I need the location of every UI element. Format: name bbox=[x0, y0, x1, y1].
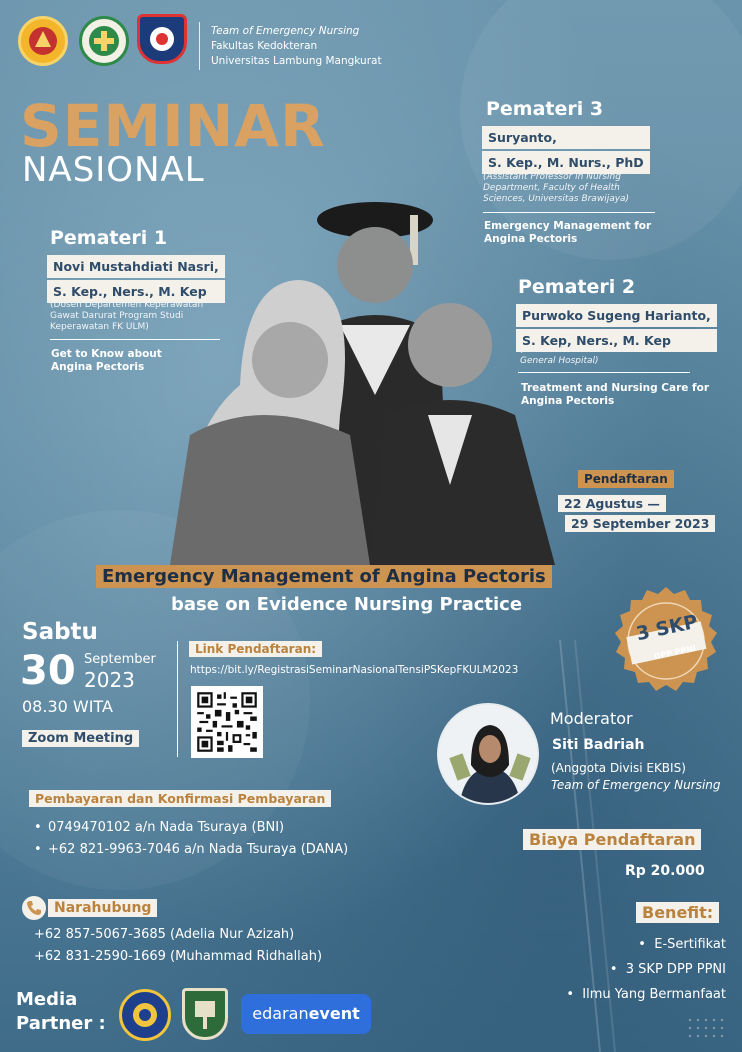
partner-shield-icon bbox=[185, 991, 225, 1037]
event-title: Emergency Management of Angina Pectoris bbox=[96, 565, 552, 588]
payment-heading-wrap bbox=[29, 790, 331, 807]
speaker2-heading: Pemateri 2 bbox=[518, 276, 636, 298]
speaker2-name-line1: Purwoko Sugeng Harianto, bbox=[516, 304, 717, 327]
skp-badge-sub: DPP PPNI bbox=[653, 643, 697, 662]
speaker1-divider bbox=[50, 339, 220, 340]
skp-badge-main: 3 SKP bbox=[634, 610, 700, 646]
payment-list bbox=[34, 817, 348, 861]
payment-item: • +62 821-9963-7046 a/n Nada Tsuraya (DANA) bbox=[34, 842, 349, 857]
benefit-heading: Benefit: bbox=[636, 902, 719, 923]
benefit-item: • E-Sertifikat bbox=[638, 937, 726, 952]
ppni-emblem-icon bbox=[82, 19, 126, 63]
registration-end: 29 September 2023 bbox=[565, 515, 715, 532]
edaran-text: edaran bbox=[252, 1004, 309, 1023]
media-partner-line1: Media bbox=[16, 989, 78, 1010]
edaran-event-logo bbox=[241, 994, 371, 1034]
speaker2-topic: Treatment and Nursing Care for Angina Pectoris bbox=[521, 382, 710, 407]
fee-amount: Rp 20.000 bbox=[625, 863, 705, 879]
partner-emblem-icon bbox=[122, 992, 168, 1038]
fee-label: Biaya Pendaftaran bbox=[523, 829, 701, 850]
speaker1-name-line1: Novi Mustahdiati Nasri, bbox=[47, 255, 225, 278]
event-text: event bbox=[308, 1004, 360, 1023]
payment-item: • 0749470102 a/n Nada Tsuraya (BNI) bbox=[34, 820, 285, 835]
registration-qr-code[interactable] bbox=[191, 686, 263, 758]
organizer-university: Universitas Lambung Mangkurat bbox=[211, 55, 382, 67]
speaker1-affiliation: (Dosen Departemen Keperawatan Gawat Darurat Program Studi Keperawatan FK ULM) bbox=[50, 300, 204, 332]
speaker2-name-line2: S. Kep, Ners., M. Kep bbox=[516, 329, 717, 352]
payment-heading: Pembayaran dan Konfirmasi Pembayaran bbox=[29, 790, 331, 807]
benefit-heading-wrap bbox=[636, 902, 719, 923]
contact-item: +62 831-2590-1669 (Muhammad Ridhallah) bbox=[34, 949, 323, 964]
event-date: 30 bbox=[20, 648, 76, 694]
moderator-name: Siti Badriah bbox=[552, 737, 645, 753]
phone-icon bbox=[22, 896, 46, 920]
moderator-photo bbox=[437, 703, 539, 805]
moderator-portrait bbox=[439, 705, 539, 805]
faculty-logo bbox=[137, 14, 187, 64]
benefit-item: • 3 SKP DPP PPNI bbox=[609, 962, 726, 977]
speaker1-name bbox=[47, 255, 225, 305]
benefit-item-text: 3 SKP DPP PPNI bbox=[625, 962, 726, 977]
speaker2-divider bbox=[518, 372, 690, 373]
organizer-info bbox=[211, 24, 382, 69]
contact-heading-wrap bbox=[48, 899, 157, 917]
registration-end-wrap bbox=[565, 515, 715, 532]
moderator-team: Team of Emergency Nursing bbox=[551, 778, 721, 792]
speaker1-heading: Pemateri 1 bbox=[50, 227, 168, 249]
speaker3-name bbox=[482, 126, 650, 176]
event-platform: Zoom Meeting bbox=[22, 730, 139, 747]
seminar-title: SEMINAR bbox=[20, 92, 326, 160]
partner-logo-2 bbox=[182, 988, 228, 1040]
benefit-item: • Ilmu Yang Bermanfaat bbox=[566, 987, 726, 1002]
registration-link-label-wrap bbox=[189, 641, 322, 657]
contact-list bbox=[34, 924, 322, 968]
media-partner-line2: Partner : bbox=[16, 1013, 106, 1034]
speaker2-affiliation: (Nurse Clinician at Saiful Anwar General Hospital) bbox=[520, 345, 663, 366]
header-divider bbox=[199, 22, 200, 70]
event-subtitle: base on Evidence Nursing Practice bbox=[171, 594, 523, 615]
speaker3-topic: Emergency Management for Angina Pectoris bbox=[484, 220, 652, 245]
partner-logo-1 bbox=[119, 989, 171, 1041]
moderator-label: Moderator bbox=[550, 709, 633, 728]
speaker3-affiliation: (Assistant Professor in Nursing Department, Faculty of Health Sciences, Universitas Brawijaya) bbox=[483, 172, 630, 204]
event-day: Sabtu bbox=[22, 619, 98, 645]
schedule-divider bbox=[177, 641, 178, 757]
faculty-emblem-icon bbox=[140, 17, 184, 65]
event-month: September bbox=[84, 652, 156, 667]
speaker3-heading: Pemateri 3 bbox=[486, 98, 604, 120]
university-emblem-icon bbox=[21, 19, 65, 63]
registration-link-url[interactable]: https://bit.ly/RegistrasiSeminarNasionalTensiPSKepFKULM2023 bbox=[190, 664, 519, 676]
speaker1-name-line2: S. Kep., Ners., M. Kep bbox=[47, 280, 225, 303]
speaker3-name-line1: Suryanto, bbox=[482, 126, 650, 149]
payment-item-text: 0749470102 a/n Nada Tsuraya (BNI) bbox=[48, 820, 285, 835]
registration-period-label: Pendaftaran bbox=[578, 470, 674, 488]
payment-item-text: +62 821-9963-7046 a/n Nada Tsuraya (DANA) bbox=[48, 842, 349, 857]
media-partner-label bbox=[16, 988, 106, 1036]
nasional-subtitle: NASIONAL bbox=[22, 150, 205, 190]
registration-period-label-wrap bbox=[578, 470, 674, 488]
ppni-logo bbox=[79, 16, 129, 66]
event-year: 2023 bbox=[84, 668, 135, 692]
contact-heading: Narahubung bbox=[48, 899, 157, 917]
benefit-item-text: Ilmu Yang Bermanfaat bbox=[582, 987, 726, 1002]
registration-start-wrap bbox=[558, 495, 666, 512]
organizer-faculty: Fakultas Kedokteran bbox=[211, 40, 318, 52]
benefit-list bbox=[566, 932, 726, 1007]
speaker3-name-line2: S. Kep., M. Nurs., PhD bbox=[482, 151, 650, 174]
university-logo bbox=[18, 16, 68, 66]
speaker1-topic: Get to Know about Angina Pectoris bbox=[51, 348, 162, 373]
benefit-item-text: E-Sertifikat bbox=[654, 937, 726, 952]
registration-start: 22 Agustus — bbox=[558, 495, 666, 512]
speaker3-divider bbox=[483, 212, 655, 213]
event-time: 08.30 WITA bbox=[22, 697, 113, 716]
fee-label-wrap bbox=[523, 829, 701, 850]
platform-wrap bbox=[22, 730, 139, 747]
moderator-role: (Anggota Divisi EKBIS) bbox=[551, 761, 686, 775]
contact-item: +62 857-5067-3685 (Adelia Nur Azizah) bbox=[34, 927, 295, 942]
registration-link-label: Link Pendaftaran: bbox=[189, 641, 322, 657]
organizer-team: Team of Emergency Nursing bbox=[211, 25, 360, 37]
